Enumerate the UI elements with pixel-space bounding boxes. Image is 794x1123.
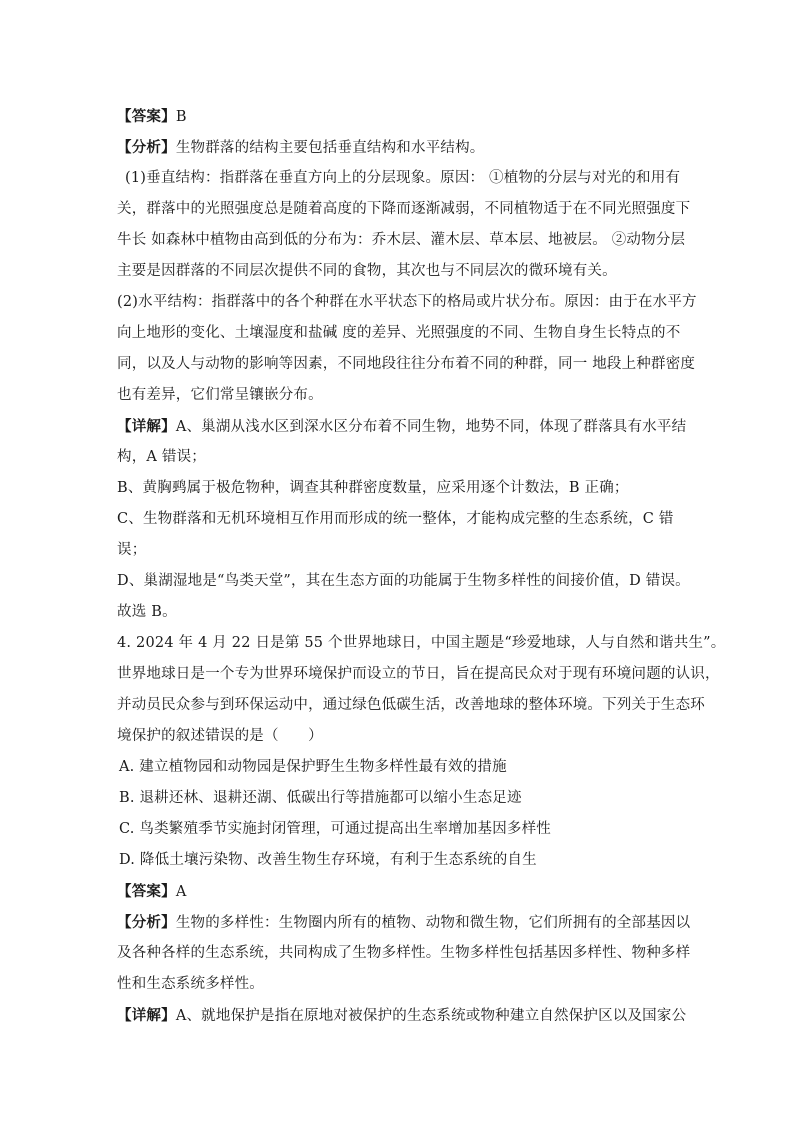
q4-option-a: A. 建立植物园和动物园是保护野生生物多样性最有效的措施 [119, 759, 507, 775]
q3-answer-line [117, 101, 677, 132]
q3-horizontal-line-1: (2)水平结构：指群落中的各个种群在水平状态下的格局或片状分布。原因：由于在水平方 [117, 294, 697, 310]
q3-detail-line-3: B、黄胸鹀属于极危物种，调查其种群密度数量，应采用逐个计数法，B 正确； [117, 480, 629, 496]
q4-answer-line [117, 876, 677, 907]
q3-detail-first: A、巢湖从浅水区到深水区分布着不同生物，地势不同，体现了群落具有水平结 [175, 419, 687, 435]
q4-stem-line-3: 并动员民众参与到环保运动中，通过绿色低碳生活，改善地球的整体环境。下列关于生态环 [117, 697, 705, 713]
q4-answer-tag: 【答案】 [117, 883, 176, 900]
q3-horizontal-line-3: 同，以及人与动物的影响等因素，不同地段往往分布着不同的种群，同一 地段上种群密度 [117, 356, 696, 372]
q4-analysis-first: 生物的多样性：生物圈内所有的植物、动物和微生物，它们所拥有的全部基因以 [175, 915, 691, 931]
q3-vertical-line-1: (1)垂直结构：指群落在垂直方向上的分层现象。原因： ①植物的分层与对光的和用有 [125, 170, 681, 186]
q4-analysis-tag: 【分析】 [117, 914, 176, 931]
q4-option-b: B. 退耕还林、退耕还湖、低碳出行等措施都可以缩小生态足迹 [119, 790, 522, 806]
q3-detail-tag: 【详解】 [117, 418, 176, 435]
document-page [117, 101, 726, 1031]
q3-horizontal-line-4: 也有差异，它们常呈镶嵌分布。 [117, 387, 323, 403]
q3-analysis-text: 生物群落的结构主要包括垂直结构和水平结构。 [175, 140, 485, 156]
q3-vertical-line-2: 关，群落中的光照强度总是随着高度的下降而逐渐减弱，不同植物适于在不同光照强度下 [117, 201, 691, 217]
q3-detail-line-5: 误； [117, 542, 147, 558]
q4-answer-value: A [175, 884, 187, 900]
q4-detail-line-1 [117, 1000, 687, 1031]
q4-analysis-line-1 [117, 907, 691, 938]
q3-analysis-tag: 【分析】 [117, 139, 176, 156]
q4-option-d: D. 降低土壤污染物、改善生物生存环境，有利于生态系统的自生 [119, 852, 537, 868]
q3-detail-line-4: C、生物群落和无机环境相互作用而形成的统一整体，才能构成完整的生态系统，C 错 [117, 511, 674, 527]
q3-horizontal-line-2: 向上地形的变化、土壤湿度和盐碱 度的差异、光照强度的不同、生物自身生长特点的不 [117, 325, 681, 341]
q3-detail-line-2: 构，A 错误； [117, 449, 206, 465]
q3-answer-tag: 【答案】 [117, 108, 176, 125]
q4-detail-first: A、就地保护是指在原地对被保护的生态系统或物种建立自然保护区以及国家公 [175, 1008, 687, 1024]
q3-vertical-line-4: 主要是因群落的不同层次提供不同的食物，其次也与不同层次的微环境有关。 [117, 263, 617, 279]
q3-detail-line-1 [117, 411, 687, 442]
q3-vertical-line-3: 牛长 如森林中植物由高到低的分布为：乔木层、灌木层、草本层、地被层。 ②动物分层 [117, 232, 686, 248]
q3-detail-line-6: D、巢湖湿地是“鸟类天堂”，其在生态方面的功能属于生物多样性的间接价值，D 错误。 [117, 573, 690, 589]
q4-analysis-line-2: 及各种各样的生态系统，共同构成了生物多样性。生物多样性包括基因多样性、物种多样 [117, 945, 691, 961]
q4-option-c: C. 鸟类繁殖季节实施封闭管理，可通过提高出生率增加基因多样性 [119, 821, 551, 837]
q4-stem-line-4: 境保护的叙述错误的是（ ） [117, 728, 323, 744]
q3-answer-value: B [175, 109, 187, 125]
q3-conclusion: 故选 B。 [117, 604, 177, 620]
q4-stem-line-2: 世界地球日是一个专为世界环境保护而设立的节日，旨在提高民众对于现有环境问题的认识， [117, 666, 720, 682]
q3-analysis-line [117, 132, 677, 163]
q4-detail-tag: 【详解】 [117, 1007, 176, 1024]
q4-stem-line-1: 4. 2024 年 4 月 22 日是第 55 个世界地球日，中国主题是“珍爱地球，人与自然和谐共生”。 [117, 635, 726, 651]
q4-analysis-line-3: 性和生态系统多样性。 [117, 976, 264, 992]
